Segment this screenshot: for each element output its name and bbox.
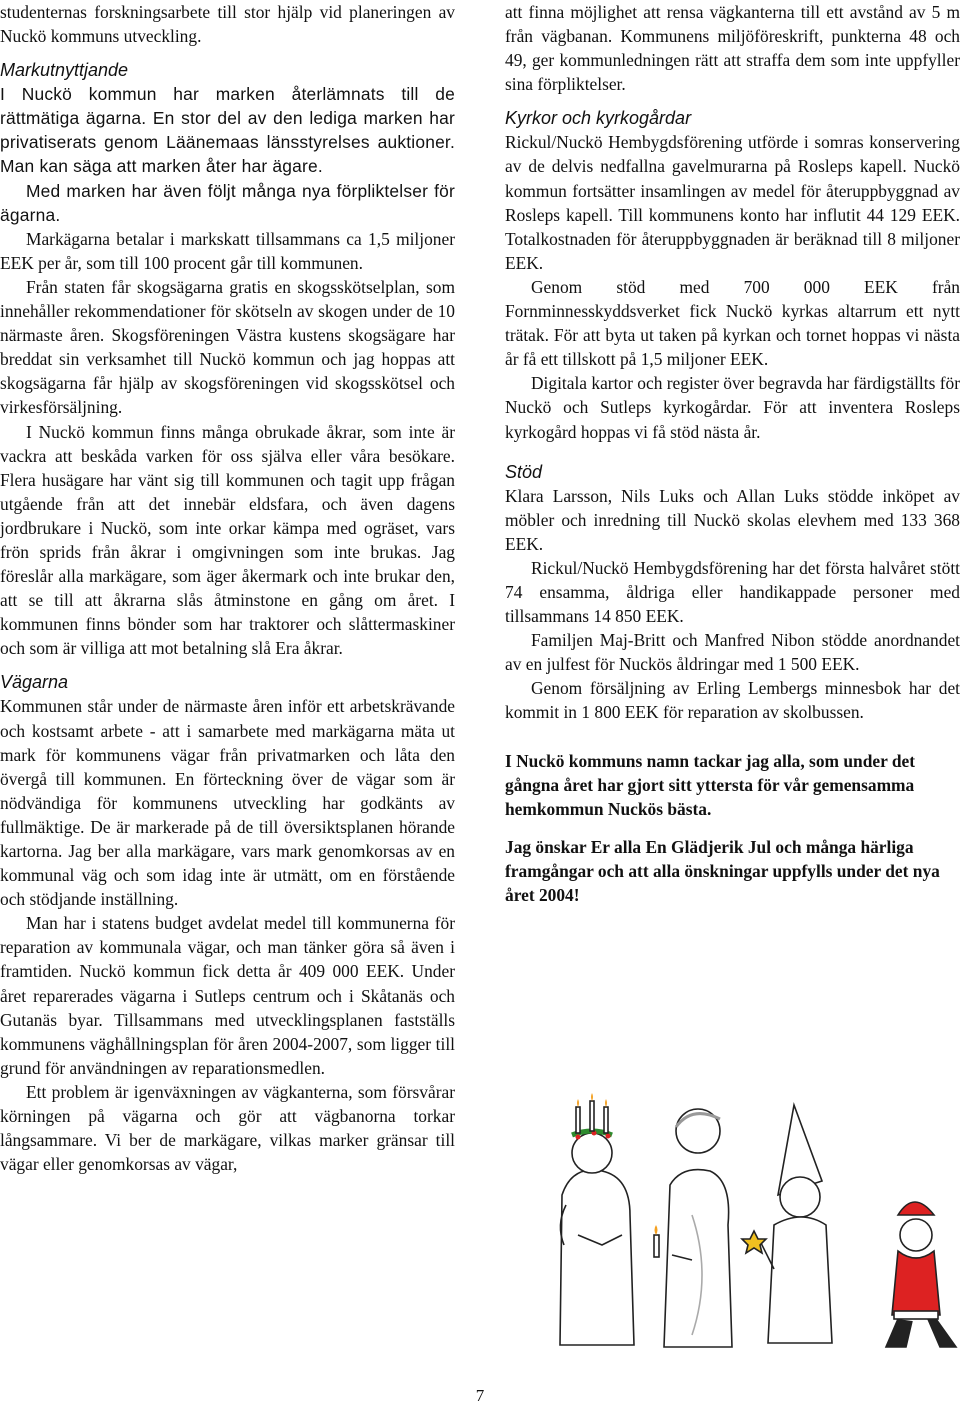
paragraph: Digitala kartor och register över begravda har färdigställts för Nuckö och Sutleps kyrkogårdar. För att inventera Rosleps kyrkogård hoppas vi få stöd nästa år. [505, 373, 960, 442]
heading-vagarna: Vägarna [0, 672, 69, 693]
christmas-wish-paragraph: Jag önskar Er alla En Glädjerik Jul och många härliga framgångar och att alla önskningar uppfylls under det nya året 2004! [505, 836, 940, 905]
paragraph: Man har i statens budget avdelat medel till kommunerna för reparation av kommunala vägar, och man tänker göra så även i framtiden. Nuckö kommun fick detta år 409 000 EEK. Under året reparerades vägarna i Sutleps centrum och i Skåtanäs och Gutanäs byar. Tillsammans med utvecklingsplanen fastställs kommunens väghållningsplan för åren 2004-2007, som ligger till grund för användningen av reparationsmedlen. [0, 913, 455, 1078]
girl-with-candle-figure [654, 1109, 732, 1347]
paragraph: Ett problem är igenväxningen av vägkanterna, som försvårar körningen på vägarna och gör att vägbanorna torkar långsammare. Vi ber de markägare, vilkas marker gränsar till vägar eller genomkorsas av vägar, [0, 1081, 455, 1175]
paragraph: Familjen Maj-Britt och Manfred Nibon stödde anordnandet av en julfest för Nuckös åldringar med 1 500 EEK. [505, 630, 960, 675]
paragraph: studenternas forskningsarbete till stor hjälp vid planeringen av Nuckö kommuns utveckling. [0, 2, 455, 47]
paragraph: att finna möjlighet att rensa vägkanterna till ett avstånd av 5 m från vägbanan. Kommunens miljöföreskrift, punkterna 48 och 49, ger kommunledningen rätt att straffa dem som inte uppfyller sina förpliktelser. [505, 2, 960, 95]
page-number: 7 [475, 1386, 485, 1405]
thanks-paragraph: I Nuckö kommuns namn tackar jag alla, som under det gångna året har gjort sitt yttersta för vår gemensamma hemkommun Nuckös bästa. [505, 750, 916, 819]
paragraph: I Nuckö kommun har marken återlämnats till de rättmätiga ägarna. En stor del av den lediga marken har privatiserats genom Läänemaas länsstyrelses auktioner. Man kan säga att marken åter har ägare. [0, 84, 455, 177]
left-column [0, 0, 455, 1176]
paragraph: Rickul/Nuckö Hembygdsförening har det första halvåret stött 74 ensamma, åldriga eller handikappade personer med tillsammans 14 850 EEK. [505, 557, 960, 627]
paragraph: Markägarna betalar i markskatt tillsammans ca 1,5 miljoner EEK per år, som till 100 procent går till kommunen. [0, 228, 455, 273]
paragraph: Rickul/Nuckö Hembygdsförening utförde i somras konservering av de delvis nedfallna gavelmurarna på Rosleps kapell. Nuckö kommun fortsätter insamlingen av medel för återuppbyggnad av Rosleps kapell. Till kommunens konto har influtit 44 129 EEK. Totalkostnaden för återuppbyggnaden är beräknad till 8 miljoner EEK. [505, 132, 960, 273]
right-column [505, 0, 960, 907]
paragraph: Kommunen står under de närmaste åren inför ett arbetskrävande och kostsamt arbete - att i samarbete med markägarna mäta ut mark för kommunens vägar från privatmarken och låta den övergå till kommunen. En förteckning över de vägar som är nödvändiga för kommunens utveckling har godkänts av fullmäktige. De är markerade på de till översiktsplanen hörande kartorna. Jag ber alla markägare, vars mark genomkorsas av en kommunal väg och som idag inte är utmätt, om en förstående och stödjande inställning. [0, 696, 455, 910]
paragraph: Genom stöd med 700 000 EEK från Fornminnesskyddsverket fick Nuckö kyrkas altarrum ett nytt trätak. För att byta ut taken på kyrkan och tornet hoppas vi nästa år få ett tillskott på 1,5 miljoner EEK. [505, 276, 960, 370]
paragraph: Med marken har även följt många nya förpliktelser för ägarna. [0, 180, 455, 225]
star-boy-figure [742, 1105, 832, 1343]
heading-markutnyttjande: Markutnyttjande [0, 60, 129, 81]
heading-stod: Stöd [505, 461, 543, 482]
lucia-procession-illustration [542, 1085, 960, 1355]
santa-figure [886, 1202, 956, 1347]
paragraph: I Nuckö kommun finns många obrukade åkrar, som inte är vackra att beskåda varken för oss själva eller våra besökare. Flera husägare har vänt sig till kommunen och tagit upp frågan utgående från att det innebär eldsfara, och även dagens jordbrukare i Nuckö, som inte orkar kämpa med ogräset, vars frön sprids från åkrar i omgivningen som inte brukas. Jag föreslår alla markägare, som äger åkermark och inte brukar den, att se till att åkrarna slås åtminstone en gång om året. I kommunen finns bönder som har traktorer och slåttermaskiner och som är villiga att mot betalning slå Era åkrar. [0, 421, 455, 659]
paragraph: Klara Larsson, Nils Luks och Allan Luks stödde inköpet av möbler och inredning till Nuckö skolas elevhem med 133 368 EEK. [505, 485, 960, 554]
heading-kyrkor: Kyrkor och kyrkogårdar [505, 108, 692, 129]
lucia-girl-figure [560, 1093, 634, 1345]
paragraph: Genom försäljning av Erling Lembergs minnesbok har det kommit in 1 800 EEK för reparation av skolbussen. [505, 678, 960, 723]
paragraph: Från staten får skogsägarna gratis en skogsskötselplan, som innehåller rekommendationer för skötseln av skogen under de 10 närmaste åren. Skogsföreningen Västra kustens skogsägare har breddat sin verksamhet till Nuckö kommun och jag hoppas att skogsägarna får hjälp av skogsföreningen vid skogsskötsel och virkesförsäljning. [0, 276, 455, 418]
